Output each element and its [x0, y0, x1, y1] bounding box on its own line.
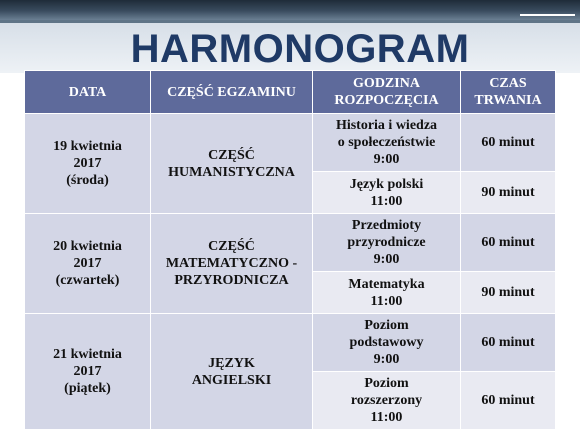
duration-cell: 60 minut [461, 114, 556, 172]
header-exam-part: CZĘŚĆ EGZAMINU [151, 71, 313, 114]
subject-time-cell: Historia i wiedza o społeczeństwie 9:00 [313, 114, 461, 172]
date-cell: 19 kwietnia 2017 (środa) [25, 114, 151, 214]
table-row [25, 114, 556, 172]
table-header-row [25, 71, 556, 114]
duration-cell: 90 minut [461, 272, 556, 314]
subject-time-cell: Poziom podstawowy 9:00 [313, 314, 461, 372]
subject-time-cell: Język polski 11:00 [313, 172, 461, 214]
subject-time-cell: Przedmioty przyrodnicze 9:00 [313, 214, 461, 272]
duration-cell: 60 minut [461, 314, 556, 372]
top-decor-bar [0, 0, 580, 20]
exam-part-cell: CZĘŚĆ MATEMATYCZNO - PRZYRODNICZA [151, 214, 313, 314]
duration-cell: 60 minut [461, 214, 556, 272]
schedule-table [24, 70, 556, 430]
subject-time-cell: Poziom rozszerzony 11:00 [313, 372, 461, 430]
date-cell: 20 kwietnia 2017 (czwartek) [25, 214, 151, 314]
exam-part-cell: JĘZYK ANGIELSKI [151, 314, 313, 430]
decor-accent-line [520, 14, 575, 16]
header-duration: CZAS TRWANIA [461, 71, 556, 114]
duration-cell: 60 minut [461, 372, 556, 430]
table-row [25, 314, 556, 372]
subject-time-cell: Matematyka 11:00 [313, 272, 461, 314]
exam-part-cell: CZĘŚĆ HUMANISTYCZNA [151, 114, 313, 214]
page-title: HARMONOGRAM [130, 27, 470, 71]
header-date: DATA [25, 71, 151, 114]
date-cell: 21 kwietnia 2017 (piątek) [25, 314, 151, 430]
table-row [25, 214, 556, 272]
duration-cell: 90 minut [461, 172, 556, 214]
header-start-time: GODZINA ROZPOCZĘCIA [313, 71, 461, 114]
